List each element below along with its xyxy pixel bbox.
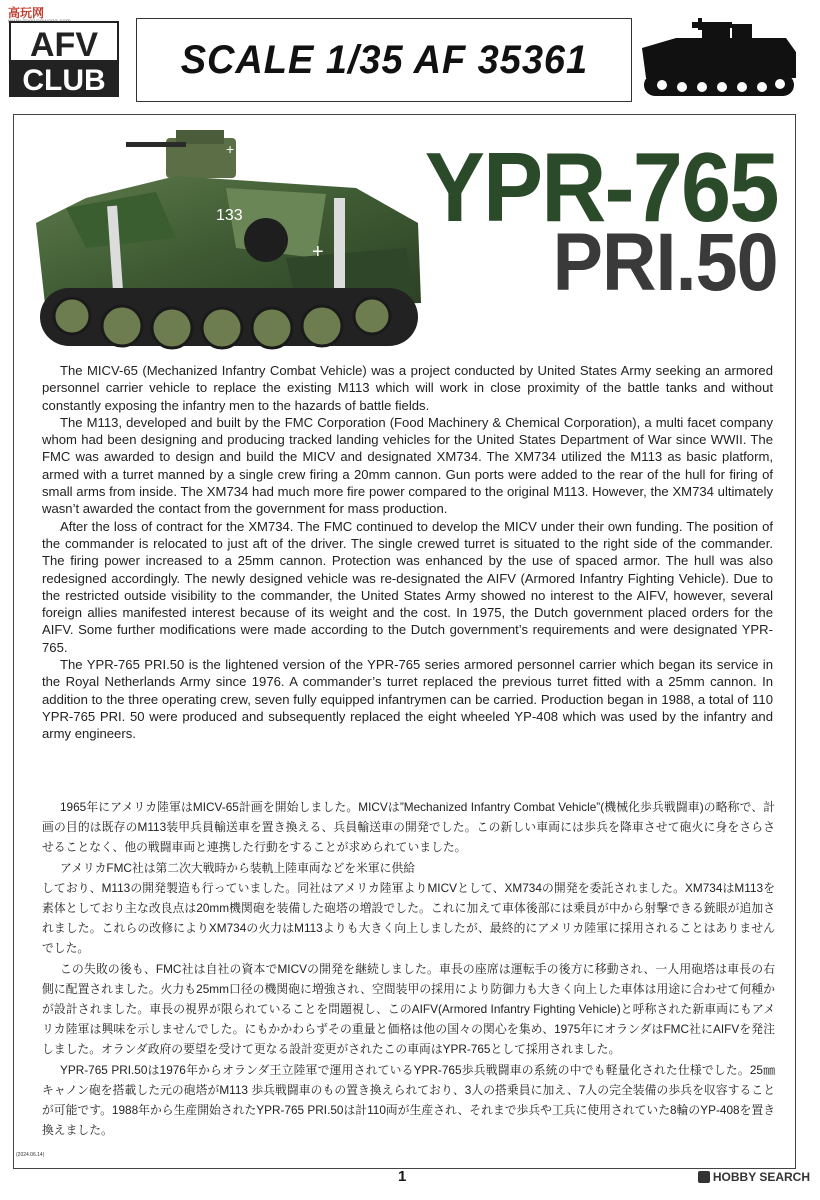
page-number: 1 <box>398 1168 407 1185</box>
title-line1: YPR-765 <box>425 132 778 242</box>
hobby-search-icon <box>698 1171 710 1183</box>
japanese-paragraph-3: しており、M113の開発製造も行っていました。同社はアメリカ陸軍よりMICVとして、XM734の開発を委託されました。XM734はM113を素体としており主な改良点は20mm機関砲を装備した砲塔の増設でした。これに加えて車体後部には乗員が中から射撃できる銃眼が追加されました。これらの改修によりXM734の火力はM113よりも大きく向上しましたが、最終的にアメリカ陸軍に採用されることはありませんでした。 <box>42 880 775 956</box>
svg-text:+: + <box>312 241 324 263</box>
japanese-paragraph-4: この失敗の後も、FMC社は自社の資本でMICVの開発を継続しました。車長の座席は運転手の後方に移動され、一人用砲塔は車長の右側に配置されました。火力も25mm口径の機関砲に増強され、空間装甲の採用により防御力も大きく向上した車体は用途に合わせて何種かが設計されました。車長の視界が限られていることを問題視し、このAIFV(Armored Infantry Fighting Vehicle)と呼称された新車両にもアメリカ陸軍は興味を示しませんでした。にもかかわらずその重量と価格は他の国々の関心を集め、1975年にオランダはFMC社にAIFVを発注しました。オランダ政府の要望を受けて更なる設計変更がされたこの車両はYPR-765として採用されました。 <box>42 961 775 1057</box>
english-paragraph-3: After the loss of contract for the XM734. The FMC continued to develop the MICV under their own funding. The position of the commander is relocated to just aft of the driver. The single crewed turret is situated to the right side of the commander. The firing power increased to a 25mm cannon. Protection was enhanced by the use of spaced armor. The hull was also redesigned accordingly. The newly designed vehicle was re-designated the AIFV (Armored Infantry Fighting Vehicle). Due to the restricted outside visibility to the commander, the United States Army showed no interest to the AIFV, however, several foreign allies manifested interest because of its weight and the cost. In 1975, the Dutch government placed orders for the AIFV. Some further modifications were made according to the Dutch government’s requirements and were designated YPR-765. <box>42 518 773 655</box>
english-description <box>42 362 773 743</box>
scale-header-box <box>136 18 632 102</box>
english-paragraph-1: The MICV-65 (Mechanized Infantry Combat Vehicle) was a project conducted by United States Army seeking an armored personnel carrier vehicle to replace the existing M113 which will work in close proximity of the battle tanks and without constantly exposing the infantry men to the hazards of battle fields. <box>42 363 773 413</box>
title-line2: PRI.50 <box>552 217 778 308</box>
photo-hull-number: 133 <box>216 207 243 224</box>
japanese-description <box>42 797 775 1140</box>
vehicle-silhouette-icon <box>636 12 802 104</box>
english-paragraph-4: The YPR-765 PRI.50 is the lightened version of the YPR-765 series armored personnel carrier which began its service in the Royal Netherlands Army since 1976. A commander’s turret replaced the previous turret fitted with a 25mm cannon. In addition to the three operating crew, seven fully equipped infantrymen can be carried. Production began in 1988, a total of 110 YPR-765 PRI. 50 were produced and subsequently replaced the eight wheeled YP-408 which was used by the infantry and army engineers. <box>42 657 773 742</box>
japanese-paragraph-2: アメリカFMC社は第二次大戦時から装軌上陸車両などを米軍に供給 <box>60 860 416 875</box>
source-watermark <box>698 1170 810 1184</box>
logo-line1: AFV <box>30 26 98 64</box>
date-code: (2024.06.14) <box>16 1152 45 1158</box>
japanese-paragraph-1: 1965年にアメリカ陸軍はMICV-65計画を開始しました。MICVは”Mechanized Infantry Combat Vehicle”(機械化歩兵戦闘車)の略称で、計画の目的は既存のM113装甲兵員輸送車を置き換える、兵員輸送車の開発でした。この新しい車両には歩兵を降車させて砲火に身をさらさせることなく、他の戦闘車両と連携した行動をすることが求められていました。 <box>42 800 775 855</box>
watermark-site: 高玩网 <box>8 6 45 20</box>
source-text: HOBBY SEARCH <box>712 1170 810 1184</box>
japanese-paragraph-5: YPR-765 PRI.50は1976年からオランダ王立陸軍で運用されているYPR-765歩兵戦闘車の系統の中でも軽量化された仕様でした。25㎜キャノン砲を搭載した元の砲塔がM113 歩兵戦闘車のもの置き換えられており、3人の搭乗員に加え、7人の完全装備の歩兵を収容することが可能です。1988年から生産開始されたYPR-765 PRI.50は計110両が生産され、それまで歩兵や工兵に使用されていた8輪のYP-408を置き換えました。 <box>42 1062 775 1138</box>
svg-text:+: + <box>226 141 235 157</box>
english-paragraph-2: The M113, developed and built by the FMC Corporation (Food Machinery & Chemical Corporation), a multi facet company whom had been designing and producing tracked landing vehicles for the United States Department of War since WWII. The FMC was awarded to design and build the MICV and designated XM734. The XM734 utilized the M113 as basic platform, armed with a turret manned by a single crew firing a 20mm cannon. Gun ports were added to the rear of the hull for firing of small arms from inside. The XM734 had much more fire power compared to the original M113. However, the XM734 ultimately wasn’t awarded the contact from the government for mass production. <box>42 414 773 517</box>
logo-line2: CLUB <box>22 64 106 97</box>
afv-club-logo <box>8 20 120 98</box>
vehicle-photo <box>26 128 430 364</box>
scale-text: SCALE 1/35 AF 35361 <box>180 37 588 82</box>
